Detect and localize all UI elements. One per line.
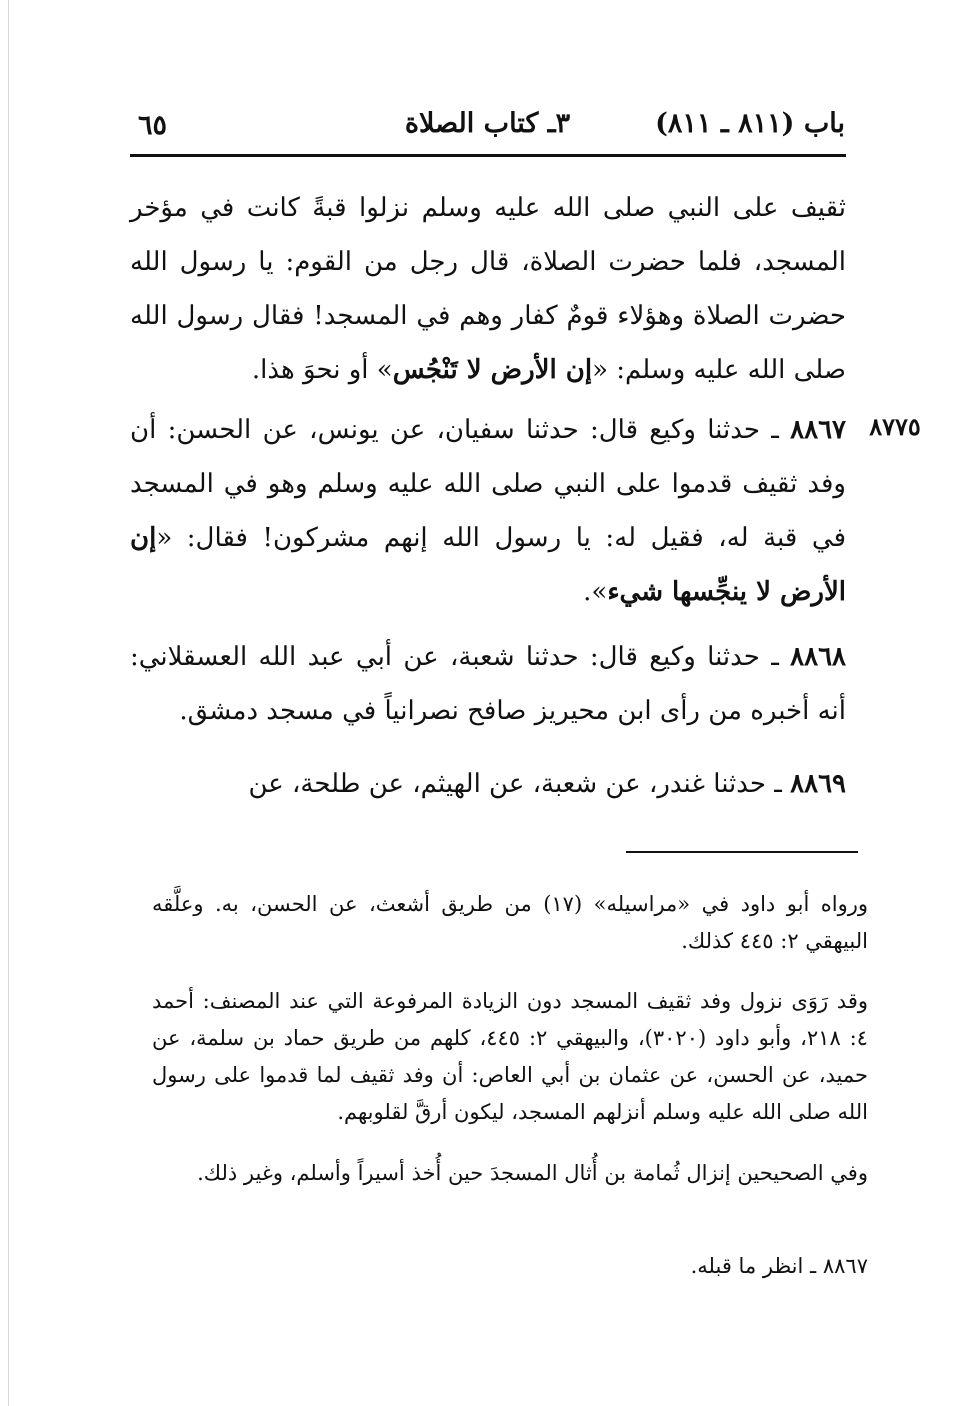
footnote-4: ٨٨٦٧ ـ انظر ما قبله. [690, 1254, 868, 1278]
hadith-number: ٨٨٦٧ [790, 415, 846, 445]
continuation-quote: إن الأرض لا تَنْجُس [392, 355, 593, 385]
hadith-8868 [130, 630, 846, 738]
hadith-number: ٨٨٦٩ [790, 769, 846, 799]
hadith-text: ـ حدثنا وكيع قال: حدثنا شعبة، عن أبي عبد الله العسقلاني: أنه أخبره من رأى ابن محيريز صافح نصرانياً في مسجد دمشق. [130, 642, 846, 726]
hadith-text: ـ حدثنا غندر، عن شعبة، عن الهيثم، عن طلحة، عن [248, 769, 791, 799]
footnote-3: وفي الصحيحين إنزال ثُمامة بن أُثال المسجدَ حين أُخذ أسيراً وأسلم، وغير ذلك. [197, 1161, 868, 1185]
hadith-quote: إن الأرض لا ينجِّسها شيء [130, 523, 846, 607]
hadith-number: ٨٨٦٨ [790, 642, 846, 672]
footnote-rule [626, 851, 858, 853]
page-header [130, 108, 845, 152]
header-rule [130, 154, 846, 157]
footnote-2: وقد رَوَى نزول وفد ثقيف المسجد دون الزيادة المرفوعة التي عند المصنف: أحمد ٤: ٢١٨، وأبو داود (٣٠٢٠)، والبيهقي ٢: ٤٤٥، كلهم من طريق حماد بن سلمة، عن حميد، عن الحسن، عن عثمان بن أبي العاص: أن وفد ثقيف لما قدموا على رسول الله صلى الله عليه وسلم أنزلهم المسجد، ليكون أرقَّ لقلوبهم. [152, 989, 868, 1124]
continuation-paragraph [130, 181, 846, 397]
margin-number: ٨٧٧٥ [869, 412, 921, 441]
book-title: ٣ـ كتاب الصلاة [404, 108, 571, 139]
hadith-after: ». [583, 577, 608, 607]
hadith-8869 [130, 757, 846, 811]
chapter-title: باب (٨١١ ـ ٨١١) [655, 108, 845, 139]
hadith-8867 [130, 403, 846, 619]
scan-edge-line [8, 0, 9, 1406]
hadith-text: ـ حدثنا وكيع قال: حدثنا سفيان، عن يونس، عن الحسن: أن وفد ثقيف قدموا على النبي صلى الله عليه وسلم وهو في المسجد في قبة له، فقيل له: يا رسول الله إنهم مشركون! فقال: « [130, 415, 846, 553]
continuation-text: ثقيف على النبي صلى الله عليه وسلم نزلوا قبةً كانت في مؤخر المسجد، فلما حضرت الصلاة، قال رجل من القوم: يا رسول الله حضرت الصلاة وهؤلاء قومٌ كفار وهم في المسجد! فقال رسول الله صلى الله عليه وسلم: « [130, 193, 846, 385]
footnote-1: ورواه أبو داود في «مراسيله» (١٧) من طريق أشعث، عن الحسن، به. وعلَّقه البيهقي ٢: ٤٤٥ كذلك. [152, 892, 869, 953]
continuation-after: » أو نحوَ هذا. [251, 355, 393, 385]
page-number: ٦٥ [138, 110, 168, 141]
